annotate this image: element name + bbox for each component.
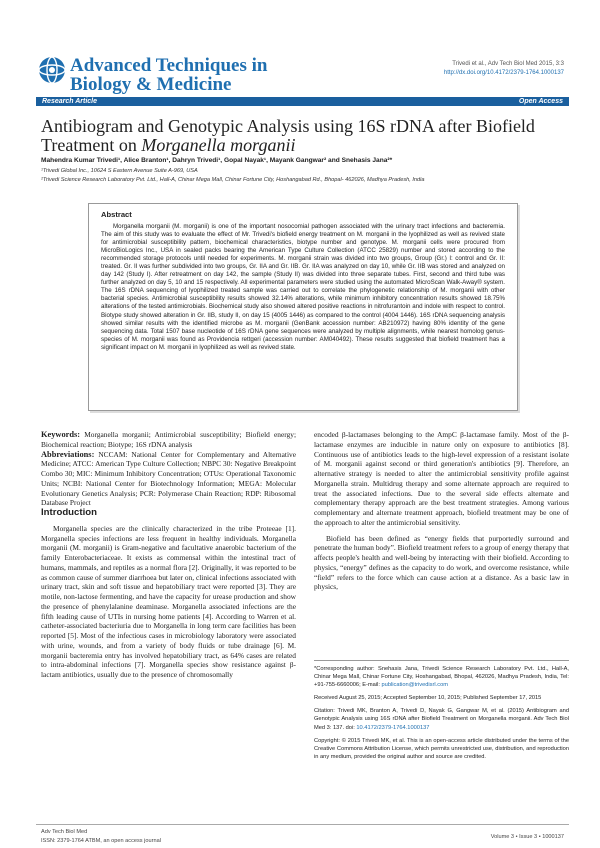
footer-volume: Volume 3 • Issue 3 • 1000137 [490, 834, 564, 840]
abbreviations [41, 450, 296, 509]
keywords-text: Morganella morganii; Antimicrobial susceptibility; Biofield energy; Biochemical reaction; Biotype; 16S rDNA analysis [41, 430, 296, 449]
affiliation-1: ¹Trivedi Global Inc., 10624 S Eastern Avenue Suite A-969, USA [41, 168, 198, 174]
citation-info [444, 60, 564, 78]
introduction-paragraph-3: Biofield has been defined as “energy fields that purportedly surround and penetrate the human body”. Biofield treatment refers to a group of energy therapy that affects people's health and well-being by interacting with their biofield. According to physics, “energy” defines as the capacity to do work, and overcome resistance, while “field” refers to the force which can cause action at a distance. As a basic law in physics, [314, 533, 569, 592]
abstract-heading: Abstract [101, 210, 132, 219]
footer-left [41, 828, 161, 846]
journal-name-line2: Biology & Medicine [70, 74, 232, 95]
left-column [41, 430, 296, 680]
citation-line: Trivedi et al., Adv Tech Biol Med 2015, 3:3 [452, 61, 564, 67]
citation-text: Citation: Trivedi MK, Branton A, Trivedi D, Nayak G, Gangwar M, et al. (2015) Antibiogram and Genotypic Analysis using 16S rDNA after Biofield Treatment on Morganella morganii. Adv Tech Biol Med 3: 137. doi: [314, 708, 569, 731]
article-type-label: Research Article [42, 98, 97, 105]
affiliation-2: ²Trivedi Science Research Laboratory Pvt. Ltd., Hall-A, Chinar Mega Mall, Chinar Fortune City, Hoshangabad Rd., Bhopal- 462026, Madhya Pradesh, India [41, 177, 425, 183]
article-title [41, 117, 561, 155]
right-column [314, 430, 569, 592]
journal-name-line1: Advanced Techniques in [70, 55, 268, 76]
corresponding-author-text: *Corresponding author: Snehasis Jana, Trivedi Science Research Laboratory Pvt. Ltd., Hall-A, Chinar Mega Mall, Chinar Fortune City, Hoshangabad, Bhopal, 462026, Madhya Pradesh, India, Tel: +91-755-6660006; E-mail: [314, 666, 569, 689]
correspondence-section [314, 660, 569, 766]
email-link[interactable]: publication@trivedisrl.com [381, 682, 448, 689]
journal-logo-icon [37, 55, 67, 85]
citation-doi-link[interactable]: 10.4172/2379-1764.1000137 [356, 724, 430, 731]
introduction-heading: Introduction [41, 507, 97, 518]
keywords [41, 430, 296, 450]
title-main: Antibiogram and Genotypic Analysis using 16S rDNA after Biofield Treatment on [41, 116, 535, 155]
corresponding-author [314, 665, 569, 689]
abbreviations-text: NCCAM: National Center for Complementary and Alternative Medicine; ATCC: American Type Culture Collection; NBPC 30: Negative Breakpoint Combo 30; MIC: Minimum Inhibitory Concentration; OTUs: Operational Taxonomic Units; NCBI: National Center for Biotechnology Information; MEGA: Molecular Evolutionary Genetics Analysis; PCR: Polymerase Chain Reaction; RDP: Ribosomal Database Project [41, 449, 296, 508]
journal-name [70, 56, 267, 94]
citation-note [314, 707, 569, 731]
article-type-bar [36, 97, 569, 106]
footer-divider [36, 824, 569, 825]
abbreviations-label: Abbreviations: [41, 449, 95, 459]
footer-issn: ISSN: 2379-1764 ATBM, an open access journal [41, 838, 161, 844]
title-italic: Morganella morganii [141, 135, 296, 155]
keywords-label: Keywords: [41, 430, 81, 439]
publication-dates: Received August 25, 2015; Accepted September 10, 2015; Published September 17, 2015 [314, 695, 542, 702]
copyright-notice: Copyright: © 2015 Trivedi MK, et al. This is an open-access article distributed under the terms of the Creative Commons Attribution License, which permits unrestricted use, distribution, and reproduction in any medium, provided the original author and source are credited. [314, 737, 569, 760]
footer-journal: Adv Tech Biol Med [41, 829, 88, 835]
author-list: Mahendra Kumar Trivedi¹, Alice Branton¹, Dahryn Trivedi¹, Gopal Nayak¹, Mayank Gangwar² and Snehasis Jana²* [41, 157, 393, 164]
introduction-paragraph-1: Morganella species are the clinically characterized in the tribe Proteeae [1]. Morganella species infections are less frequent in healthy individuals. Morganella morganii (M. morganii) is Gram-negative and facultative anaerobic bacterium of the family Enterobacteriaceae. It exists as commensal within the intestinal tract of humans, mammals, and reptiles as a normal flora [2]. Originally, it was reported to be as common cause of summer diarrhoea but later on, clinical infections associated with urinary tract, skin and soft tissue and hepatobiliary tract were reported [3]. They are motile, non-lactose fermenting, and have the capacity for urease production and show the presence of phenylalanine deaminase. Morganella associated infections are the fifth leading cause of UTIs in nursing home patients [4]. According to Warren et al. catheter-associated bacteriuria due to Morganella in long term care facilities has been reported [5]. Most of the infectious cases in microbiology laboratory were associated with urine, wounds, and from a variety of body fluids or tube drainage [6]. M. morganii bacteremia entry has involved hepatobiliary tract, as 64% cases are related to intra-abdominal infections [7]. Morganella species show resistance against β-lactam antibiotics, usually due to the presence of chromosomally [41, 523, 296, 679]
open-access-label: Open Access [518, 98, 563, 105]
abstract-box [88, 203, 518, 411]
abstract-text: Morganella morganii (M. morganii) is one of the important nosocomial pathogen associated with the urinary tract infections and bacteremia. The aim of this study was to evaluate the effect of Mr. Trivedi's biofield energy treatment on M. morganii in the lyophilized as well as revived state for antimicrobial susceptibility pattern, biochemical characteristics, biotype number and genotype. M. morganii cells were procured from MicroBioLogics Inc., USA in sealed packs bearing the American Type Culture Collection (ATCC 25829) number and stored according to the recommended storage protocols until needed for experiments. M. morganii strain was divided into two groups, Group (Gr.) I: control and Gr. II: treated. Gr. II was further subdivided into two groups, Gr. IIA and Gr. IIB. Gr. IIA was analyzed on day 10, while Gr. IIB was stored and analyzed on day 142 (Study I). After retreatment on day 142, the sample (Study II) was divided into three separate tubes. First, second and third tube was further analyzed on day 5, 10 and 15 respectively. All experimental parameters were studied using the automated MicroScan Walk-Away® system. The 16S rDNA sequencing of lyophilized treated sample was carried out to correlate the phylogenetic relationship of M. morganii with other bacterial species. Antimicrobial susceptibility results showed 32.14% alterations, while minimum inhibitory concentration results showed 18.75% alterations of the tested antimicrobials. Biochemical study also showed altered positive reactions in nitrofurantoin and indole with respect to control. Biotype study showed alteration in Gr. IIB, study II, on day 15 (4005 1446) as compared to the control (4004 1446). 16S rDNA sequencing analysis showed similar results with the identified microbe as M. morganii (GenBank accession number: AB210972) having 80% identity of the gene sequencing data. Total 1507 base nucleotide of 16S rDNA gene sequences were analyzed by multiple alignments, while nearest homolog genus-species of M. morganii was found as Providencia rettgeri (accession number: AM040492). These results suggested that biofield treatment has a significant impact on M. morganii in lyophilized as well as revived state. [101, 223, 505, 351]
introduction-paragraph-2: encoded β-lactamases belonging to the AmpC β-lactamase family. Most of the β-lactamase enzymes are inducible in nature only on exposure to antibiotics [8]. Continuous use of antibiotics leads to the high-level expression of a resistant isolate of M. morganii against second or third generation's antibiotics [9]. Therefore, an alternative strategy is needed to alter the antimicrobial sensitivity profile against Morganella strain. Multidrug therapy and some alternate approach are required to treat the associated infections. Due to the several side effects alternate and complementary therapy approach are the best treatment strategies. Among various complementary and alternate treatment approach, biofield treatment may be one of the approach to alter the antimicrobial sensitivity. [314, 430, 569, 527]
doi-link[interactable]: http://dx.doi.org/10.4172/2379-1764.1000137 [443, 70, 564, 76]
